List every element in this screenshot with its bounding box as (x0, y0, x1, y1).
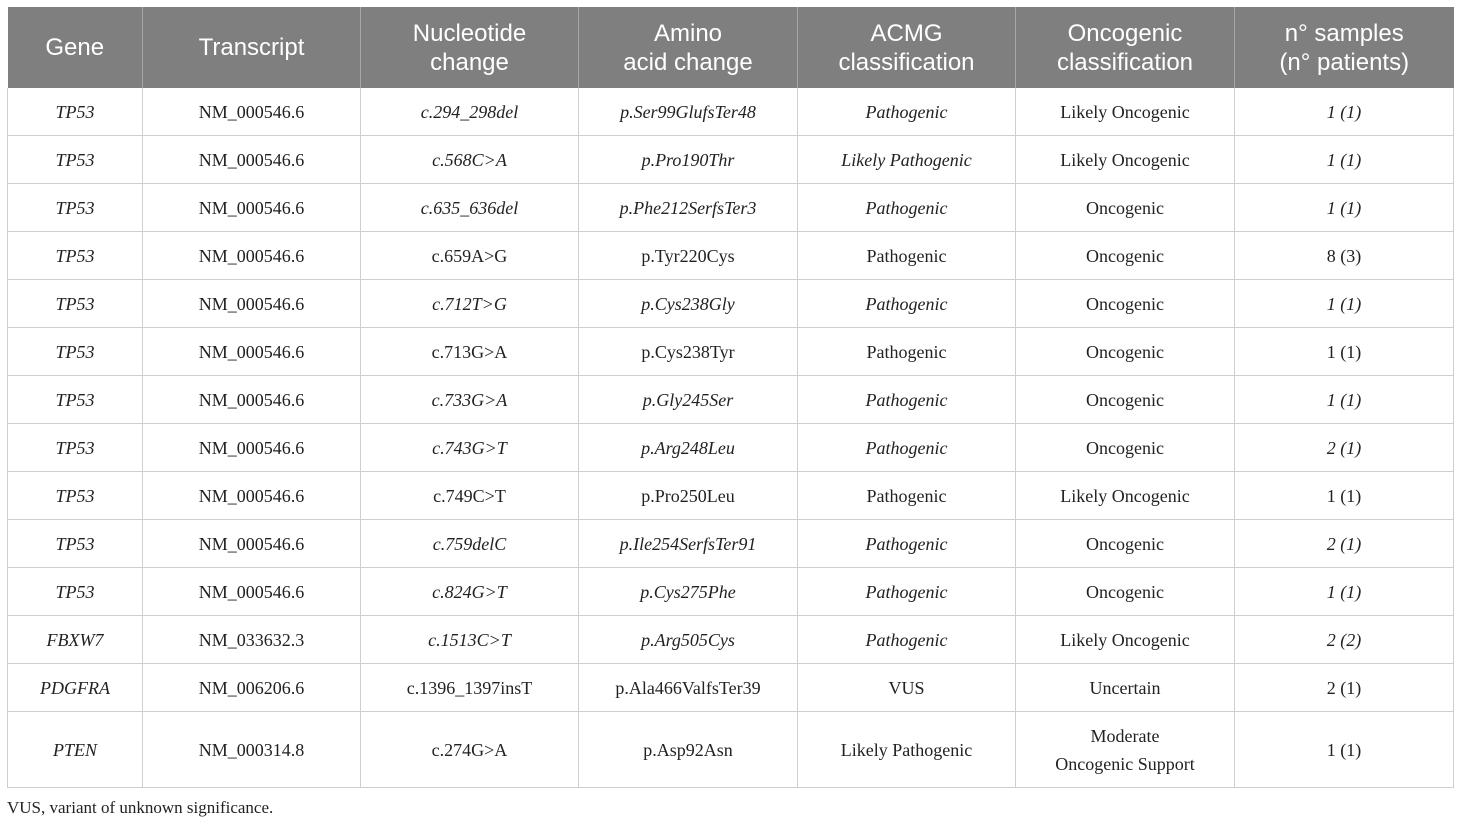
table-row (8, 136, 1454, 184)
cell-amino: p.Ala466ValfsTer39 (579, 664, 798, 712)
cell-acmg: Pathogenic (798, 472, 1016, 520)
cell-acmg: Pathogenic (798, 616, 1016, 664)
cell-gene: TP53 (8, 136, 143, 184)
column-header-nucleotide-change (361, 7, 579, 88)
cell-oncogenic: Likely Oncogenic (1016, 136, 1235, 184)
cell-oncogenic: Likely Oncogenic (1016, 616, 1235, 664)
cell-acmg: Pathogenic (798, 328, 1016, 376)
cell-amino: p.Tyr220Cys (579, 232, 798, 280)
cell-acmg: Likely Pathogenic (798, 136, 1016, 184)
cell-oncogenic: Uncertain (1016, 664, 1235, 712)
cell-nucleotide: c.1396_1397insT (361, 664, 579, 712)
cell-amino: p.Gly245Ser (579, 376, 798, 424)
cell-oncogenic: Oncogenic (1016, 328, 1235, 376)
cell-gene: TP53 (8, 472, 143, 520)
cell-nucleotide: c.759delC (361, 520, 579, 568)
cell-nucleotide: c.274G>A (361, 712, 579, 788)
cell-gene: TP53 (8, 568, 143, 616)
cell-oncogenic: Oncogenic (1016, 376, 1235, 424)
cell-acmg: VUS (798, 664, 1016, 712)
column-header-line: n° samples (1284, 19, 1404, 47)
cell-acmg: Pathogenic (798, 232, 1016, 280)
table-row (8, 328, 1454, 376)
column-header-transcript (143, 7, 361, 88)
cell-samples: 2 (1) (1235, 520, 1454, 568)
cell-amino: p.Arg505Cys (579, 616, 798, 664)
cell-amino: p.Pro250Leu (579, 472, 798, 520)
cell-transcript: NM_000546.6 (143, 328, 361, 376)
table-row (8, 232, 1454, 280)
table-row (8, 472, 1454, 520)
cell-oncogenic: Oncogenic (1016, 184, 1235, 232)
cell-transcript: NM_000546.6 (143, 88, 361, 136)
cell-samples: 2 (1) (1235, 424, 1454, 472)
cell-transcript: NM_000546.6 (143, 232, 361, 280)
table-body (8, 88, 1454, 788)
cell-line: Moderate (1090, 725, 1160, 746)
cell-nucleotide: c.635_636del (361, 184, 579, 232)
cell-transcript: NM_000546.6 (143, 472, 361, 520)
cell-acmg: Pathogenic (798, 88, 1016, 136)
cell-gene: FBXW7 (8, 616, 143, 664)
cell-oncogenic: Oncogenic (1016, 232, 1235, 280)
cell-nucleotide: c.743G>T (361, 424, 579, 472)
cell-acmg: Likely Pathogenic (798, 712, 1016, 788)
column-header-line: change (430, 48, 509, 76)
cell-gene: TP53 (8, 184, 143, 232)
cell-transcript: NM_000546.6 (143, 280, 361, 328)
cell-amino: p.Cys275Phe (579, 568, 798, 616)
table-row (8, 664, 1454, 712)
table-header-row (8, 7, 1454, 88)
table-footnote: VUS, variant of unknown significance. (7, 798, 274, 817)
column-header-line: classification (1056, 48, 1194, 76)
column-header-line: Oncogenic (1067, 19, 1183, 47)
cell-acmg: Pathogenic (798, 376, 1016, 424)
table-row (8, 520, 1454, 568)
cell-transcript: NM_000546.6 (143, 520, 361, 568)
cell-samples: 8 (3) (1235, 232, 1454, 280)
cell-nucleotide: c.824G>T (361, 568, 579, 616)
cell-gene: TP53 (8, 88, 143, 136)
column-header-line: Amino (653, 19, 723, 47)
cell-nucleotide: c.712T>G (361, 280, 579, 328)
cell-acmg: Pathogenic (798, 520, 1016, 568)
cell-amino: p.Ser99GlufsTer48 (579, 88, 798, 136)
column-header-line: (n° patients) (1279, 48, 1410, 76)
cell-oncogenic: Likely Oncogenic (1016, 88, 1235, 136)
cell-acmg: Pathogenic (798, 424, 1016, 472)
cell-transcript: NM_000546.6 (143, 568, 361, 616)
cell-amino: p.Arg248Leu (579, 424, 798, 472)
cell-samples: 1 (1) (1235, 88, 1454, 136)
cell-transcript: NM_033632.3 (143, 616, 361, 664)
cell-oncogenic (1016, 712, 1235, 788)
table-row (8, 712, 1454, 788)
column-header-acmg-classification (798, 7, 1016, 88)
cell-oncogenic: Oncogenic (1016, 568, 1235, 616)
cell-oncogenic: Oncogenic (1016, 424, 1235, 472)
table-row (8, 568, 1454, 616)
table-row (8, 88, 1454, 136)
cell-gene: TP53 (8, 328, 143, 376)
cell-transcript: NM_000546.6 (143, 184, 361, 232)
column-header-line: classification (838, 48, 975, 76)
cell-oncogenic: Oncogenic (1016, 520, 1235, 568)
cell-acmg: Pathogenic (798, 184, 1016, 232)
cell-amino: p.Cys238Tyr (579, 328, 798, 376)
cell-samples: 1 (1) (1235, 280, 1454, 328)
column-header-gene (8, 7, 143, 88)
cell-nucleotide: c.1513C>T (361, 616, 579, 664)
cell-samples: 1 (1) (1235, 376, 1454, 424)
column-header-line: ACMG (870, 19, 943, 47)
cell-amino: p.Phe212SerfsTer3 (579, 184, 798, 232)
cell-samples: 1 (1) (1235, 472, 1454, 520)
table-row (8, 280, 1454, 328)
column-header-line: Gene (45, 34, 105, 61)
cell-samples: 1 (1) (1235, 712, 1454, 788)
cell-gene: PTEN (8, 712, 143, 788)
table-row (8, 616, 1454, 664)
cell-transcript: NM_006206.6 (143, 664, 361, 712)
cell-samples: 2 (2) (1235, 616, 1454, 664)
cell-nucleotide: c.713G>A (361, 328, 579, 376)
table-row (8, 376, 1454, 424)
cell-oncogenic: Likely Oncogenic (1016, 472, 1235, 520)
cell-gene: PDGFRA (8, 664, 143, 712)
cell-acmg: Pathogenic (798, 280, 1016, 328)
cell-amino: p.Asp92Asn (579, 712, 798, 788)
column-header-line: Transcript (198, 34, 305, 61)
cell-samples: 1 (1) (1235, 568, 1454, 616)
cell-amino: p.Cys238Gly (579, 280, 798, 328)
cell-amino: p.Pro190Thr (579, 136, 798, 184)
cell-samples: 1 (1) (1235, 136, 1454, 184)
column-header-line: acid change (623, 48, 753, 76)
cell-amino: p.Ile254SerfsTer91 (579, 520, 798, 568)
cell-nucleotide: c.749C>T (361, 472, 579, 520)
cell-nucleotide: c.294_298del (361, 88, 579, 136)
table-row (8, 184, 1454, 232)
cell-gene: TP53 (8, 520, 143, 568)
cell-transcript: NM_000546.6 (143, 376, 361, 424)
column-header-amino-acid-change (579, 7, 798, 88)
cell-nucleotide: c.659A>G (361, 232, 579, 280)
cell-samples: 2 (1) (1235, 664, 1454, 712)
table-row (8, 424, 1454, 472)
cell-oncogenic: Oncogenic (1016, 280, 1235, 328)
cell-acmg: Pathogenic (798, 568, 1016, 616)
column-header-line: Nucleotide (412, 19, 527, 47)
cell-transcript: NM_000546.6 (143, 424, 361, 472)
column-header-samples-patients (1235, 7, 1454, 88)
column-header-oncogenic-classification (1016, 7, 1235, 88)
cell-transcript: NM_000314.8 (143, 712, 361, 788)
cell-transcript: NM_000546.6 (143, 136, 361, 184)
cell-gene: TP53 (8, 376, 143, 424)
cell-samples: 1 (1) (1235, 184, 1454, 232)
variants-table (7, 7, 1454, 788)
cell-gene: TP53 (8, 280, 143, 328)
cell-gene: TP53 (8, 232, 143, 280)
cell-samples: 1 (1) (1235, 328, 1454, 376)
cell-gene: TP53 (8, 424, 143, 472)
cell-line: Oncogenic Support (1055, 753, 1195, 774)
cell-nucleotide: c.568C>A (361, 136, 579, 184)
cell-nucleotide: c.733G>A (361, 376, 579, 424)
